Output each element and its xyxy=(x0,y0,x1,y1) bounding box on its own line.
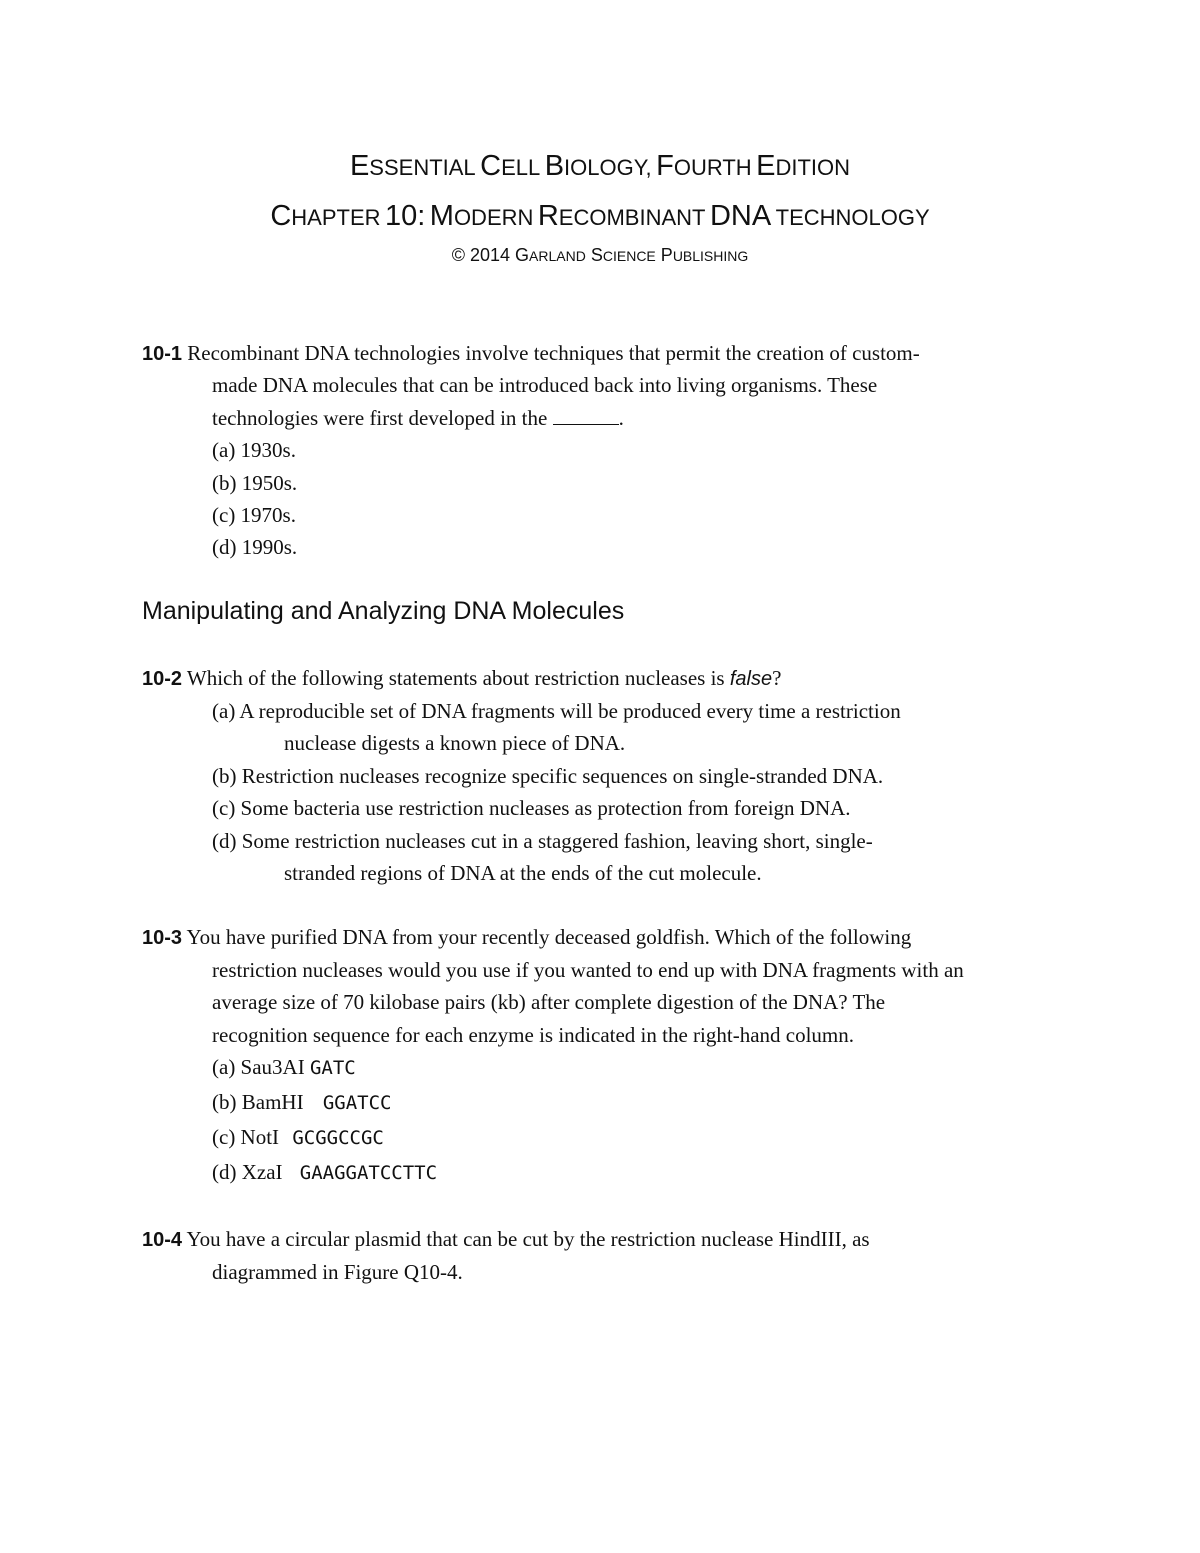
recognition-sequence: GATC xyxy=(309,1057,356,1079)
question-10-2-line-1: 10-2 Which of the following statements about restriction nucleases is false? xyxy=(142,666,782,690)
answer-option-c: (c) Some bacteria use restriction nucleases as protection from foreign DNA. xyxy=(212,796,851,820)
answer-option-c: (c) 1970s. xyxy=(212,503,296,527)
question-number: 10-3 xyxy=(142,927,183,949)
question-10-3-line-3: average size of 70 kilobase pairs (kb) after complete digestion of the DNA? The xyxy=(212,990,886,1014)
answer-option-b: (b) BamHI GGATCC xyxy=(212,1090,392,1114)
section-heading: Manipulating and Analyzing DNA Molecules xyxy=(142,597,625,625)
answer-option-a: (a) Sau3AI GATC xyxy=(212,1055,356,1079)
question-number: 10-1 xyxy=(142,343,183,365)
answer-option-d: (d) Some restriction nucleases cut in a staggered fashion, leaving short, single- xyxy=(212,829,873,853)
recognition-sequence: GAAGGATCCTTC xyxy=(299,1162,438,1184)
question-number: 10-2 xyxy=(142,668,183,690)
question-10-1-line-3: technologies were first developed in the . xyxy=(212,406,624,430)
question-10-3-line-1: 10-3 You have purified DNA from your recently deceased goldfish. Which of the following xyxy=(142,925,912,949)
question-10-3-line-2: restriction nucleases would you use if you wanted to end up with DNA fragments with an xyxy=(212,958,964,982)
answer-option-a: (a) 1930s. xyxy=(212,438,296,462)
answer-option-b: (b) Restriction nucleases recognize specific sequences on single-stranded DNA. xyxy=(212,764,884,788)
question-10-1-line-2: made DNA molecules that can be introduced back into living organisms. These xyxy=(212,373,878,397)
answer-blank xyxy=(553,423,619,425)
question-number: 10-4 xyxy=(142,1229,183,1251)
answer-option-b: (b) 1950s. xyxy=(212,471,298,495)
book-title: ESSENTIAL CELL BIOLOGY, FOURTH EDITION xyxy=(349,150,851,182)
question-10-4-line-2: diagrammed in Figure Q10-4. xyxy=(212,1260,463,1284)
question-10-4-line-1: 10-4 You have a circular plasmid that can be cut by the restriction nuclease HindIII, as xyxy=(142,1227,870,1251)
answer-option-d: (d) XzaI GAAGGATCCTTC xyxy=(212,1160,438,1184)
answer-option-c: (c) NotI GCGGCCGC xyxy=(212,1125,384,1149)
answer-option-d-continued: stranded regions of DNA at the ends of the cut molecule. xyxy=(284,861,762,885)
answer-option-a-continued: nuclease digests a known piece of DNA. xyxy=(284,731,626,755)
answer-option-a: (a) A reproducible set of DNA fragments will be produced every time a restriction xyxy=(212,699,901,723)
answer-option-d: (d) 1990s. xyxy=(212,535,298,559)
question-10-1-line-1: 10-1 Recombinant DNA technologies involve techniques that permit the creation of custom- xyxy=(142,341,920,365)
copyright-line: © 2014 GARLAND SCIENCE PUBLISHING xyxy=(451,245,749,265)
recognition-sequence: GCGGCCGC xyxy=(292,1127,384,1149)
chapter-title: CHAPTER 10: MODERN RECOMBINANT DNA TECHNOLOGY xyxy=(270,200,930,232)
recognition-sequence: GGATCC xyxy=(322,1092,392,1114)
question-10-3-line-4: recognition sequence for each enzyme is indicated in the right-hand column. xyxy=(212,1023,855,1047)
